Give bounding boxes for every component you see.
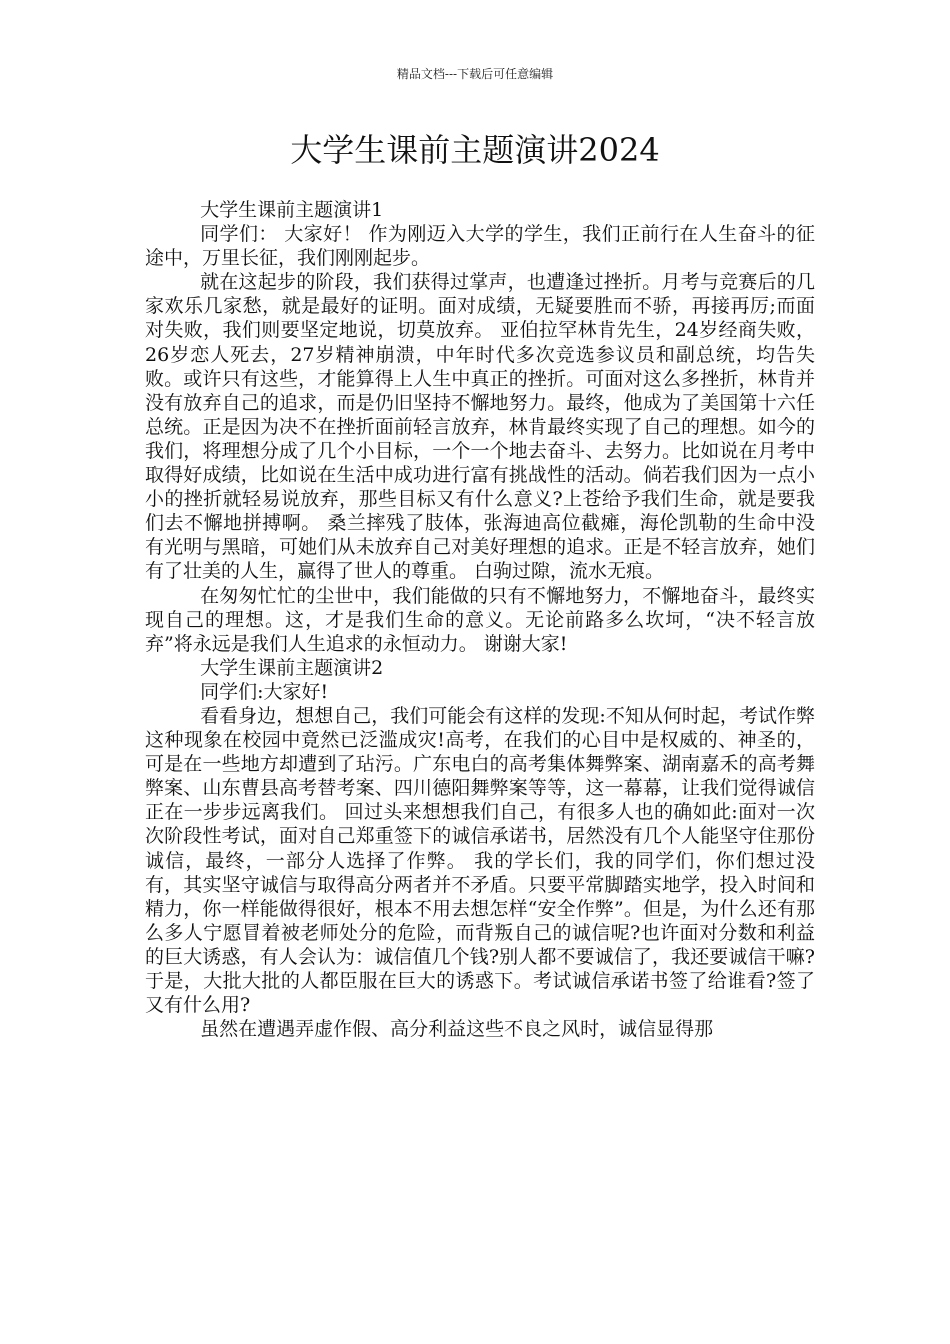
- paragraph: 虽然在遭遇弄虚作假、高分利益这些不良之风时，诚信显得那: [200, 1018, 714, 1041]
- document-title: 大学生课前主题演讲2024: [290, 131, 660, 169]
- header-note: 精品文档---下载后可任意编辑: [396, 67, 554, 81]
- speech-1-heading: 大学生课前主题演讲1: [200, 199, 384, 221]
- paragraph: 在匆匆忙忙的尘世中，我们能做的只有不懈地努力，不懈地奋斗，最终实现自己的理想。这，才是我们生命的意义。无论前路多么坎坷，“决不轻言放弃”将永远是我们人生追求的永恒动力。 谢谢大家!: [145, 584, 815, 655]
- paragraph: 就在这起步的阶段，我们获得过掌声，也遭逢过挫折。月考与竞赛后的几家欢乐几家愁，就是最好的证明。面对成绩，无疑要胜而不骄，再接再厉;而面对失败，我们则要坚定地说，切莫放弃。 亚伯拉罕林肯先生，24岁经商失败，26岁恋人死去，27岁精神崩溃，中年时代多次竞选参议员和副总统，均告失败。或许只有这些，才能算得上人生中真正的挫折。可面对这么多挫折，林肯并没有放弃自己的追求，而是仍旧坚持不懈地努力。最终，他成为了美国第十六任总统。正是因为决不在挫折面前轻言放弃，林肯最终实现了自己的理想。如今的我们，将理想分成了几个小目标，一个一个地去奋斗、去努力。比如说在月考中取得好成绩，比如说在生活中成功进行富有挑战性的活动。倘若我们因为一点小小的挫折就轻易说放弃，那些目标又有什么意义?上苍给予我们生命，就是要我们去不懈地拼搏啊。 桑兰摔残了肢体，张海迪高位截瘫，海伦凯勒的生命中没有光明与黑暗，可她们从未放弃自己对美好理想的追求。正是不轻言放弃，她们有了壮美的人生，赢得了世人的尊重。 白驹过隙，流水无痕。: [145, 271, 815, 583]
- paragraph: 同学们： 大家好！ 作为刚迈入大学的学生，我们正前行在人生奋斗的征途中，万里长征，我们刚刚起步。: [145, 223, 815, 270]
- document-body: [145, 198, 815, 1041]
- paragraph: 同学们:大家好!: [200, 680, 329, 703]
- paragraph: 看看身边，想想自己，我们可能会有这样的发现:不知从何时起，考试作弊这种现象在校园中竟然已泛滥成灾!高考，在我们的心目中是权威的、神圣的，可是在一些地方却遭到了玷污。广东电白的高考集体舞弊案、湖南嘉禾的高考舞弊案、山东曹县高考替考案、四川德阳舞弊案等等，这一幕幕，让我们觉得诚信正在一步步远离我们。 回过头来想想我们自己，有很多人也的确如此:面对一次次阶段性考试，面对自己郑重签下的诚信承诺书，居然没有几个人能坚守住那份诚信，最终，一部分人选择了作弊。 我的学长们，我的同学们，你们想过没有，其实坚守诚信与取得高分两者并不矛盾。只要平常脚踏实地学，投入时间和精力，你一样能做得很好，根本不用去想怎样“安全作弊”。但是，为什么还有那么多人宁愿冒着被老师处分的危险，而背叛自己的诚信呢?也许面对分数和利益的巨大诱惑，有人会认为：诚信值几个钱?别人都不要诚信了，我还要诚信干嘛?于是，大批大批的人都臣服在巨大的诱惑下。考试诚信承诺书签了给谁看?签了又有什么用?: [145, 704, 815, 1017]
- speech-2-heading: 大学生课前主题演讲2: [200, 656, 384, 679]
